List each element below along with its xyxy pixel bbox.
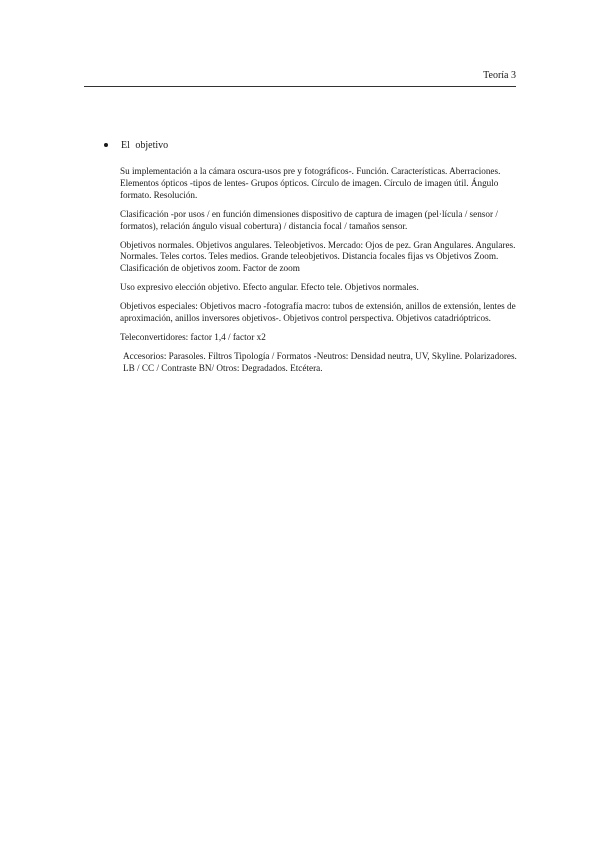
paragraph-teleconverters: Teleconvertidores: factor 1,4 / factor x2 [120, 331, 266, 342]
page-header [84, 70, 516, 87]
section-content [120, 166, 525, 382]
bullet-icon [104, 143, 108, 147]
header-title: Teoría 3 [483, 70, 516, 81]
section-bullet [104, 140, 168, 152]
paragraph-implementation: Su implementación a la cámara oscura-usos pre y fotográficos-. Función. Características. Aberraciones. Elementos ópticos -tipos de lentes- Grupos ópticos. Círculo de imagen. Círculo de imagen útil. Ángulo formato. Resolución. [120, 166, 501, 200]
paragraph-special-lenses: Objetivos especiales: Objetivos macro -fotografía macro: tubos de extensión, anillos de extensión, lentes de aproximación, anillos inversores objetivos-. Objetivos control perspectiva. Objetivos catadrióptricos. [120, 301, 516, 324]
paragraph-accessories: Accesorios: Parasoles. Filtros Tipología / Formatos -Neutros: Densidad neutra, UV, Skyline. Polarizadores. LB / CC / Contraste BN/ Otros: Degradados. Etcétera. [123, 350, 517, 373]
section-title: El objetivo [121, 140, 169, 151]
paragraph-classification: Clasificación -por usos / en función dimensiones dispositivo de captura de imagen (pel·lícula / sensor / formatos), relación ángulo visual cobertura) / distancia focal / tamaños sensor. [120, 208, 498, 231]
paragraph-lens-types: Objetivos normales. Objetivos angulares. Teleobjetivos. Mercado: Ojos de pez. Gran Angulares. Angulares. Normales. Teles cortos. Teles medios. Grande teleobjetivos. Distancia focales fijas vs Objetivos Zoom. Clasificación de objetivos zoom. Factor de zoom [120, 239, 516, 274]
paragraph-expressive-use: Uso expresivo elección objetivo. Efecto angular. Efecto tele. Objetivos normales. [120, 282, 419, 293]
